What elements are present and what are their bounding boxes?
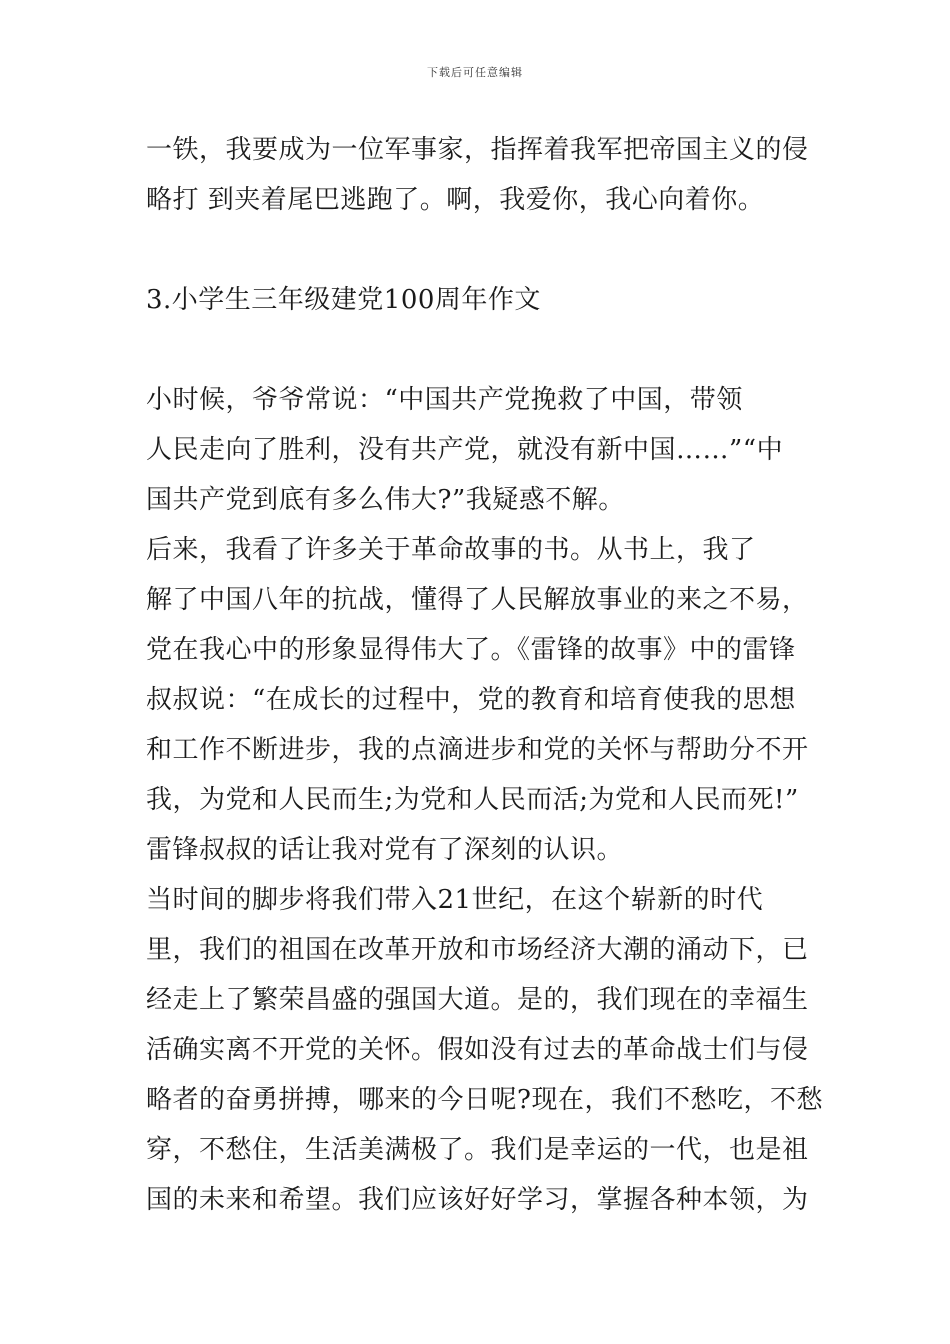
text-line: 解了中国八年的抗战，懂得了人民解放事业的来之不易， — [146, 585, 809, 615]
page-header: 下载后可任意编辑 — [427, 66, 523, 79]
text-line: 当时间的脚步将我们带入21世纪，在这个崭新的时代 — [146, 885, 764, 915]
text-line: 国的未来和希望。我们应该好好学习，掌握各种本领，为 — [146, 1185, 809, 1215]
text-line: 和工作不断进步，我的点滴进步和党的关怀与帮助分不开 — [146, 735, 809, 765]
text-line: 略打 到夹着尾巴逃跑了。啊，我爱你，我心向着你。 — [146, 185, 765, 215]
text-line: 人民走向了胜利，没有共产党，就没有新中国……”“中 — [146, 435, 784, 465]
text-line: 我，为党和人民而生;为党和人民而活;为党和人民而死!” — [146, 785, 799, 815]
section-heading: 3.小学生三年级建党100周年作文 — [146, 285, 541, 315]
text-line: 党在我心中的形象显得伟大了。《雷锋的故事》中的雷锋 — [146, 635, 796, 665]
text-line: 里，我们的祖国在改革开放和市场经济大潮的涌动下，已 — [146, 935, 809, 965]
text-line: 略者的奋勇拼搏，哪来的今日呢?现在，我们不愁吃，不愁 — [146, 1085, 823, 1115]
text-line: 后来，我看了许多关于革命故事的书。从书上，我了 — [146, 535, 756, 565]
text-line: 活确实离不开党的关怀。假如没有过去的革命战士们与侵 — [146, 1035, 809, 1065]
text-line: 国共产党到底有多么伟大?”我疑惑不解。 — [146, 485, 625, 515]
text-line: 一铁，我要成为一位军事家，指挥着我军把帝国主义的侵 — [146, 135, 809, 165]
text-line: 穿，不愁住，生活美满极了。我们是幸运的一代，也是祖 — [146, 1135, 809, 1165]
text-line: 雷锋叔叔的话让我对党有了深刻的认识。 — [146, 835, 624, 865]
text-line: 经走上了繁荣昌盛的强国大道。是的，我们现在的幸福生 — [146, 985, 809, 1015]
text-line: 叔叔说：“在成长的过程中，党的教育和培育使我的思想 — [146, 685, 796, 715]
text-line: 小时候，爷爷常说：“中国共产党挽救了中国，带领 — [146, 385, 743, 415]
